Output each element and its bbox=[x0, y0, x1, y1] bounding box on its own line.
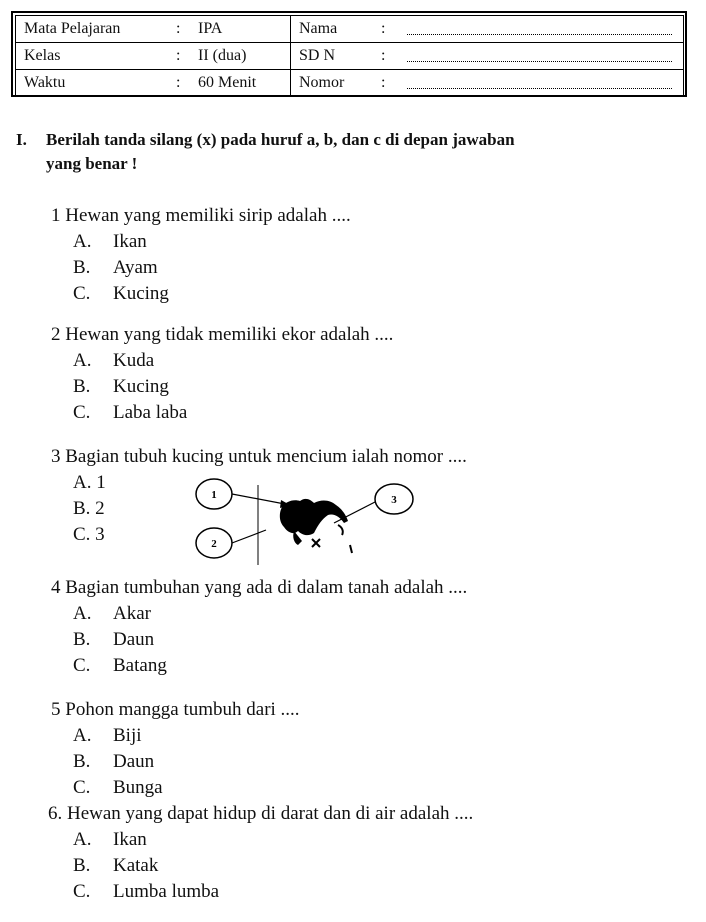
option-letter: A. bbox=[73, 231, 92, 252]
question-stem: 2 Hewan yang tidak memiliki ekor adalah .... bbox=[51, 324, 394, 345]
question-stem: 6. Hewan yang dapat hidup di darat dan di air adalah .... bbox=[48, 803, 474, 824]
option-c[interactable] bbox=[51, 653, 467, 679]
option-text: Ikan bbox=[113, 231, 147, 252]
option-text: Bunga bbox=[113, 777, 163, 798]
option-b[interactable] bbox=[51, 255, 351, 281]
callout-3 bbox=[334, 484, 413, 523]
header-cell-left bbox=[16, 70, 291, 97]
option-letter: A. bbox=[73, 725, 92, 746]
question-6 bbox=[48, 801, 473, 905]
option-text: Katak bbox=[113, 855, 159, 876]
option-letter: C. bbox=[73, 655, 91, 676]
header-row bbox=[16, 70, 684, 97]
header-colon: : bbox=[176, 47, 181, 64]
callout-label-3: 3 bbox=[391, 494, 397, 506]
option-text: Lumba lumba bbox=[113, 881, 220, 902]
header-cell-right bbox=[291, 16, 684, 43]
option-text: Akar bbox=[113, 603, 151, 624]
header-value: 60 Menit bbox=[198, 74, 257, 91]
option-text: A. 1 bbox=[73, 472, 106, 493]
option-letter: C. bbox=[73, 777, 91, 798]
header-label: Kelas bbox=[24, 47, 61, 64]
header-label: Mata Pelajaran bbox=[24, 20, 121, 37]
option-c[interactable] bbox=[51, 281, 351, 307]
option-letter: B. bbox=[73, 629, 91, 650]
option-c[interactable] bbox=[51, 775, 300, 801]
callout-label-2: 2 bbox=[211, 538, 217, 550]
option-letter: C. bbox=[73, 881, 91, 902]
header-colon: : bbox=[381, 47, 386, 64]
option-text: Ayam bbox=[113, 257, 158, 278]
callout-label-1: 1 bbox=[211, 489, 217, 501]
instruction-text: Berilah tanda silang (x) pada huruf a, b, dan c di depan jawaban bbox=[46, 130, 515, 149]
header-label: Waktu bbox=[24, 74, 66, 91]
fill-in-line-nama[interactable] bbox=[407, 24, 672, 35]
option-text: Ikan bbox=[113, 829, 147, 850]
option-c[interactable] bbox=[48, 879, 473, 905]
option-text: Biji bbox=[113, 725, 142, 746]
header-colon: : bbox=[381, 74, 386, 91]
header-colon: : bbox=[381, 20, 386, 37]
fill-in-line-nomor[interactable] bbox=[407, 78, 672, 89]
option-letter: B. bbox=[73, 751, 91, 772]
option-b[interactable] bbox=[51, 749, 300, 775]
section-number: I. bbox=[16, 130, 27, 149]
fill-in-line-sdn[interactable] bbox=[407, 51, 672, 62]
option-text: Kucing bbox=[113, 283, 169, 304]
option-b[interactable] bbox=[51, 627, 467, 653]
option-letter: B. bbox=[73, 376, 91, 397]
header-cell-right bbox=[291, 43, 684, 70]
question-stem: 3 Bagian tubuh kucing untuk mencium ialah nomor .... bbox=[51, 446, 467, 467]
question-stem: 4 Bagian tumbuhan yang ada di dalam tanah adalah .... bbox=[51, 577, 468, 598]
instruction-line-2: yang benar ! bbox=[46, 154, 138, 173]
option-letter: C. bbox=[73, 402, 91, 423]
question-stem: 1 Hewan yang memiliki sirip adalah .... bbox=[51, 205, 351, 226]
header-box bbox=[11, 11, 687, 97]
header-colon: : bbox=[176, 74, 181, 91]
option-a[interactable] bbox=[51, 601, 467, 627]
header-cell-left bbox=[16, 16, 291, 43]
question-2 bbox=[51, 322, 393, 426]
option-a[interactable] bbox=[48, 827, 473, 853]
option-letter: A. bbox=[73, 603, 92, 624]
option-text: Batang bbox=[113, 655, 167, 676]
header-cell-left bbox=[16, 43, 291, 70]
header-label-right: Nomor bbox=[299, 74, 345, 91]
option-text: C. 3 bbox=[73, 524, 105, 545]
option-text: Laba laba bbox=[113, 402, 188, 423]
option-letter: B. bbox=[73, 257, 91, 278]
option-b[interactable] bbox=[51, 374, 393, 400]
option-text: Kuda bbox=[113, 350, 155, 371]
option-b[interactable] bbox=[48, 853, 473, 879]
option-letter: A. bbox=[73, 350, 92, 371]
cat-head-silhouette bbox=[280, 499, 352, 553]
option-letter: B. bbox=[73, 855, 91, 876]
instruction-line-1 bbox=[16, 128, 515, 152]
option-text: Daun bbox=[113, 629, 155, 650]
question-stem: 5 Pohon mangga tumbuh dari .... bbox=[51, 699, 300, 720]
option-a[interactable] bbox=[51, 348, 393, 374]
option-a[interactable] bbox=[51, 229, 351, 255]
header-row bbox=[16, 43, 684, 70]
question-4 bbox=[51, 575, 467, 679]
header-label-right: Nama bbox=[299, 20, 338, 37]
option-letter: A. bbox=[73, 829, 92, 850]
header-value: IPA bbox=[198, 20, 223, 37]
callout-1 bbox=[196, 479, 290, 509]
option-a[interactable] bbox=[51, 723, 300, 749]
header-table bbox=[15, 15, 684, 97]
option-text: Kucing bbox=[113, 376, 169, 397]
question-5 bbox=[51, 697, 300, 801]
option-c[interactable] bbox=[51, 400, 393, 426]
header-value: II (dua) bbox=[198, 47, 247, 64]
header-row bbox=[16, 16, 684, 43]
instruction bbox=[16, 128, 515, 176]
option-letter: C. bbox=[73, 283, 91, 304]
callout-2 bbox=[196, 528, 266, 558]
option-text: B. 2 bbox=[73, 498, 105, 519]
header-cell-right bbox=[291, 70, 684, 97]
header-label-right: SD N bbox=[299, 47, 336, 64]
option-text: Daun bbox=[113, 751, 155, 772]
header-colon: : bbox=[176, 20, 181, 37]
cat-head-figure bbox=[190, 475, 420, 570]
question-1 bbox=[51, 203, 351, 307]
